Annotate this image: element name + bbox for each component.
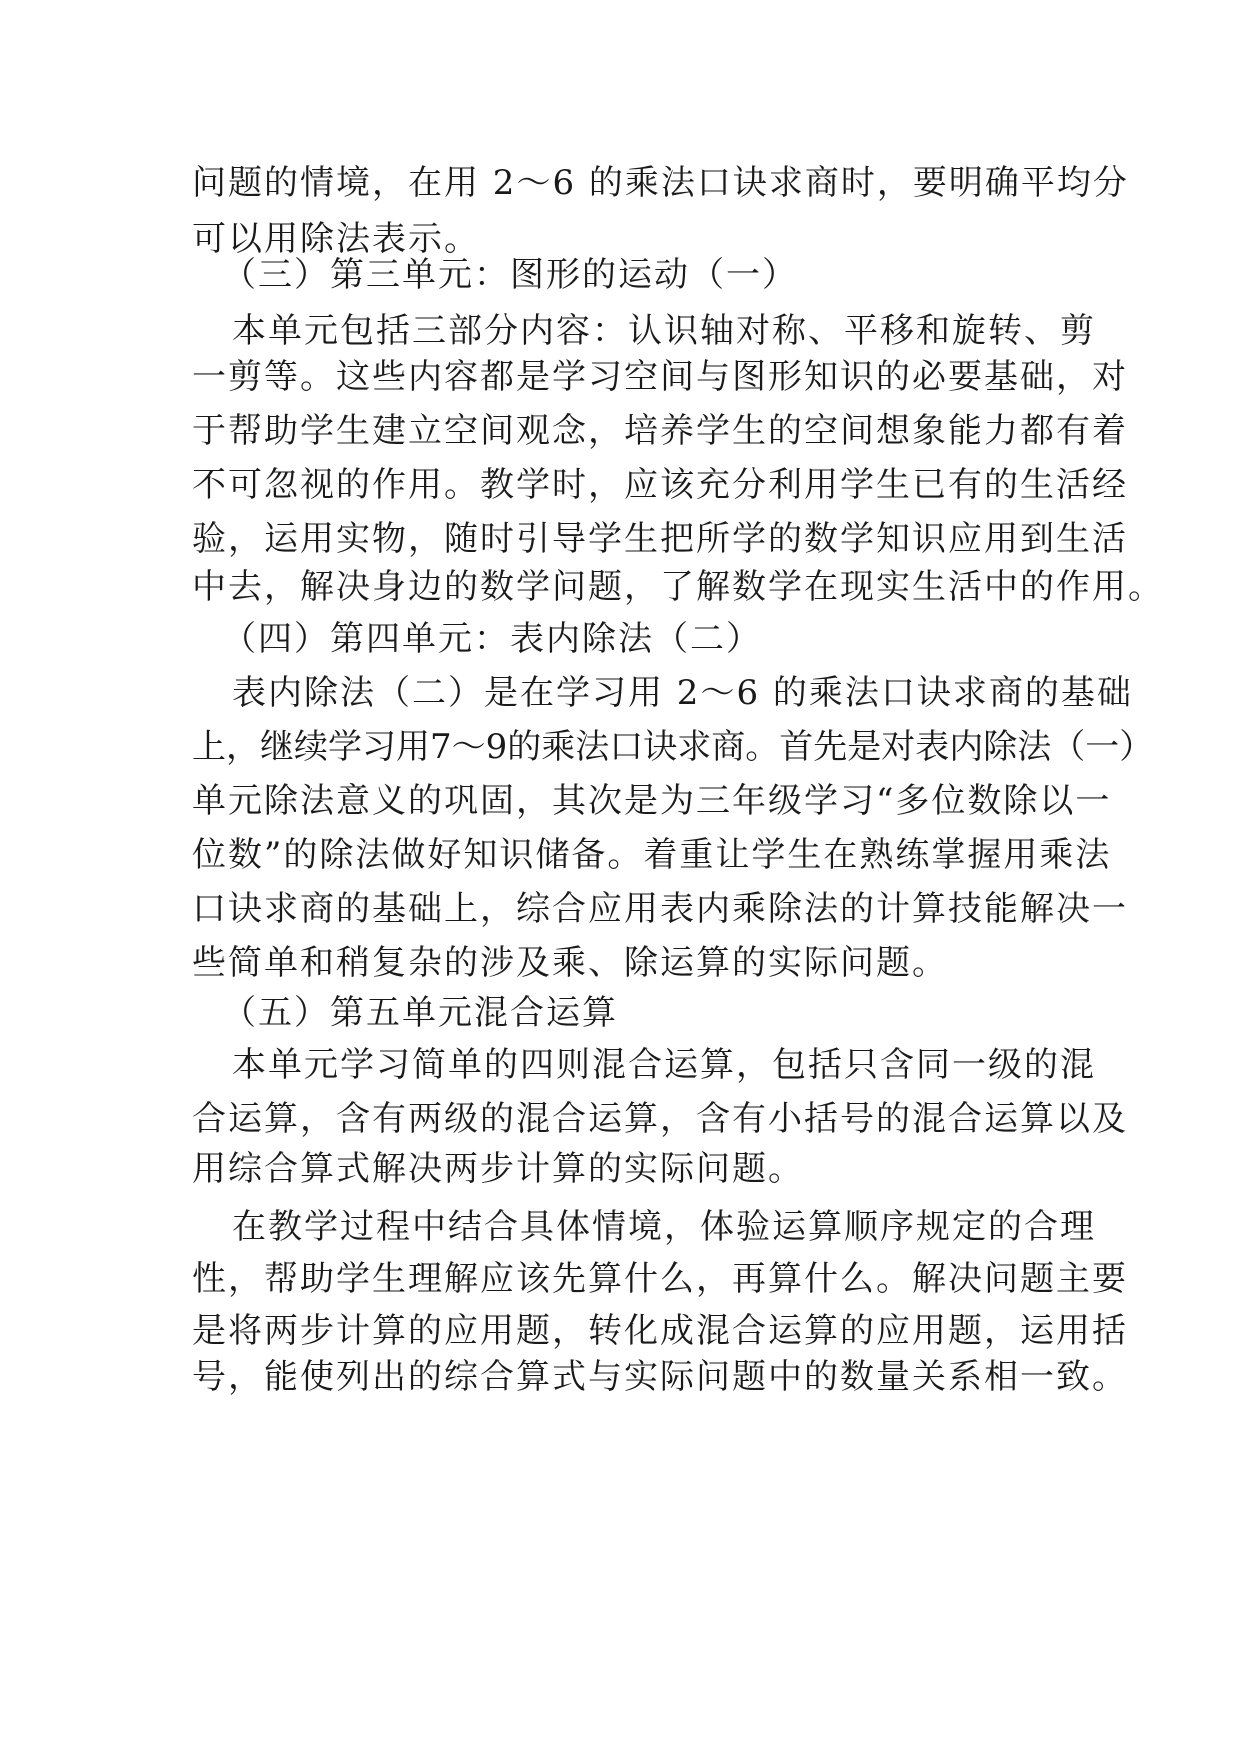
text-line: 些简单和稍复杂的涉及乘、除运算的实际问题。 (192, 943, 948, 983)
text-line: 表内除法（二）是在学习用 2～6 的乘法口诀求商的基础 (232, 673, 1133, 713)
text-line: 中去，解决身边的数学问题，了解数学在现实生活中的作用。 (192, 567, 1164, 607)
section-heading-3: （三）第三单元：图形的运动（一） (222, 255, 798, 295)
text-line: 本单元学习简单的四则混合运算，包括只含同一级的混 (232, 1045, 1096, 1085)
text-line: 上，继续学习用7～9的乘法口诀求商。首先是对表内除法（一） (192, 727, 1154, 767)
text-line: 一剪等。这些内容都是学习空间与图形知识的必要基础，对 (192, 357, 1128, 397)
text-line: 在教学过程中结合具体情境，体验运算顺序规定的合理 (232, 1207, 1096, 1247)
text-line: 是将两步计算的应用题，转化成混合运算的应用题，运用括 (192, 1311, 1128, 1351)
text-line: 验，运用实物，随时引导学生把所学的数学知识应用到生活 (192, 519, 1128, 559)
text-line: 问题的情境，在用 2～6 的乘法口诀求商时，要明确平均分 (192, 163, 1129, 203)
text-line: 本单元包括三部分内容：认识轴对称、平移和旋转、剪 (232, 311, 1096, 351)
text-line: 不可忽视的作用。教学时，应该充分利用学生已有的生活经 (192, 465, 1128, 505)
text-line: 位数”的除法做好知识储备。着重让学生在熟练掌握用乘法 (192, 835, 1112, 875)
text-line: 单元除法意义的巩固，其次是为三年级学习“多位数除以一 (192, 781, 1112, 821)
text-line: 可以用除法表示。 (192, 219, 480, 259)
section-heading-5: （五）第五单元混合运算 (222, 993, 618, 1033)
text-line: 口诀求商的基础上，综合应用表内乘除法的计算技能解决一 (192, 889, 1128, 929)
text-line: 性，帮助学生理解应该先算什么，再算什么。解决问题主要 (192, 1259, 1128, 1299)
section-heading-4: （四）第四单元：表内除法（二） (222, 619, 762, 659)
text-line: 于帮助学生建立空间观念，培养学生的空间想象能力都有着 (192, 411, 1128, 451)
text-line: 号，能使列出的综合算式与实际问题中的数量关系相一致。 (192, 1357, 1128, 1397)
text-line: 用综合算式解决两步计算的实际问题。 (192, 1149, 804, 1189)
text-line: 合运算，含有两级的混合运算，含有小括号的混合运算以及 (192, 1099, 1128, 1139)
